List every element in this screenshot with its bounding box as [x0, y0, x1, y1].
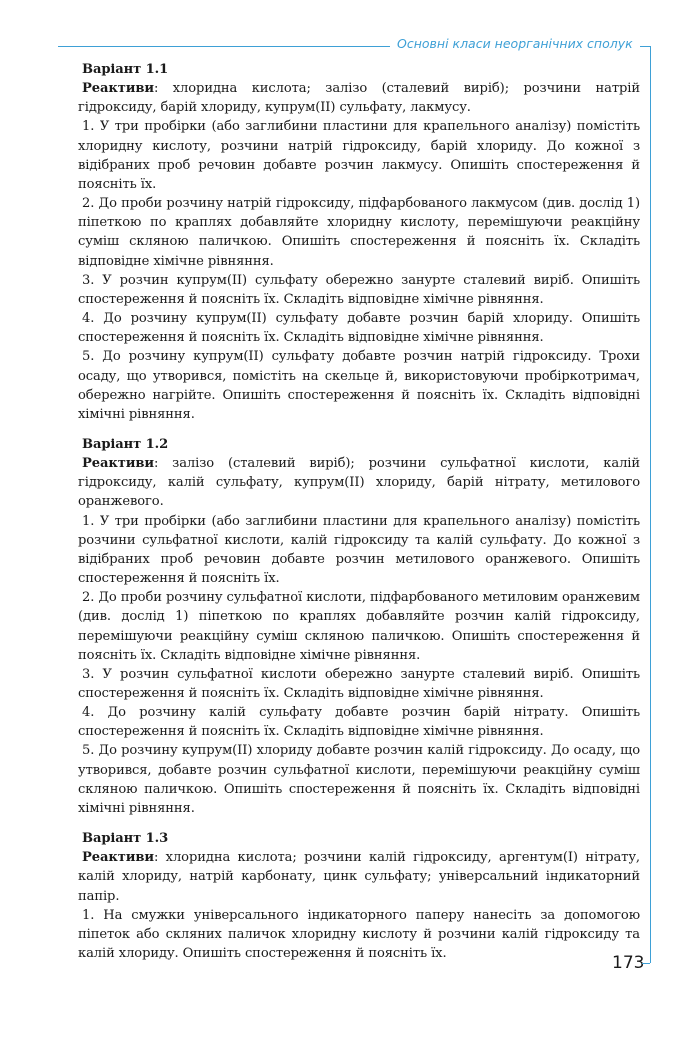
footer-rule-hook [642, 963, 650, 964]
reagents-label: Реактиви [82, 456, 154, 472]
reagents-text: : хлоридна кислота; розчини калій гідроксиду, аргентум(І) нітрату, калій хлориду, натрій карбонату, цинк сульфату; універсальний індикаторний папір. [78, 850, 640, 904]
variant-title: Варіант 1.3 [82, 831, 169, 847]
task-item: 2. До проби розчину натрій гідроксиду, підфарбованого лакмусом (див. дослід 1) піпеткою по краплях добавляйте хлоридну кислоту, перемішуючи реакційну суміш скляною паличкою. Опишіть спостереження й поясніть їх. Складіть відповідне хімічне рівняння. [78, 196, 640, 269]
task-item: 5. До розчину купрум(ІІ) сульфату добавте розчин натрій гідроксиду. Трохи осаду, що утворився, помістіть на скельце й, використовуючи пробіркотримач, обережно нагрійте. Опишіть спостереження й поясніть їх. Складіть відповідні хімічні рівняння. [78, 349, 640, 422]
task-item: 1. На смужки універсального індикаторного паперу нанесіть за допомогою піпеток або скляних паличок хлоридну кислоту й розчини калій гідроксиду та калій хлориду. Опишіть спостереження й поясніть їх. [78, 907, 640, 962]
header-rule [58, 46, 390, 47]
reagents-paragraph [78, 848, 640, 905]
side-rule [650, 46, 651, 963]
variant-section [78, 60, 640, 424]
reagents-label: Реактиви [82, 81, 154, 97]
reagents-text: : хлоридна кислота; залізо (сталевий виріб); розчини натрій гідроксиду, барій хлориду, купрум(ІІ) сульфату, лакмусу. [78, 81, 640, 116]
page-body [78, 60, 640, 974]
task-item: 1. У три пробірки (або заглибини пластини для крапельного аналізу) помістіть розчини сульфатної кислоти, калій гідроксиду та калій сульфату. До кожної з відібраних проб речовин добавте розчин метилового оранжевого. Опишіть спостереження й поясніть їх. [78, 513, 640, 587]
reagents-paragraph [78, 79, 640, 117]
task-item: 2. До проби розчину сульфатної кислоти, підфарбованого метиловим оранжевим (див. дослід 1) піпеткою по краплях добавляйте розчин калій гідроксиду, перемішуючи реакційну суміш скляною паличкою. Опишіть спостереження й поясніть їх. Складіть відповідне хімічне рівняння. [78, 590, 640, 663]
task-item: 3. У розчин купрум(ІІ) сульфату обережно занурте сталевий виріб. Опишіть спостереження й поясніть їх. Складіть відповідне хімічне рівняння. [78, 272, 640, 307]
variant-title: Варіант 1.1 [82, 62, 169, 77]
page-number: 173 [612, 953, 645, 973]
variant-section [78, 829, 640, 963]
task-item: 4. До розчину купрум(ІІ) сульфату добавте розчин барій хлориду. Опишіть спостереження й поясніть їх. Складіть відповідне хімічне рівняння. [78, 311, 640, 346]
task-item: 4. До розчину калій сульфату добавте розчин барій нітрату. Опишіть спостереження й поясніть їх. Складіть відповідне хімічне рівняння. [78, 705, 640, 740]
header-rule-hook [640, 46, 650, 47]
task-item: 3. У розчин сульфатної кислоти обережно занурте сталевий виріб. Опишіть спостереження й поясніть їх. Складіть відповідне хімічне рівняння. [78, 666, 640, 701]
running-header: Основні класи неорганічних сполук [397, 36, 633, 51]
task-item: 1. У три пробірки (або заглибини пластини для крапельного аналізу) помістіть хлоридну кислоту, розчини натрій гідроксиду, барій хлориду. До кожної з відібраних проб речовин добавте розчин лакмусу. Опишіть спостереження й поясніть їх. [78, 119, 640, 192]
reagents-text: : залізо (сталевий виріб); розчини сульфатної кислоти, калій гідроксиду, калій сульфату, купрум(ІІ) хлориду, барій нітрату, метилового оранжевого. [78, 456, 640, 510]
variant-title: Варіант 1.2 [82, 436, 169, 452]
variant-section [78, 435, 640, 818]
task-item: 5. До розчину купрум(ІІ) хлориду добавте розчин калій гідроксиду. До осаду, що утворився, добавте розчин сульфатної кислоти, перемішуючи реакційну суміш скляною паличкою. Опишіть спостереження й поясніть їх. Складіть відповідні хімічні рівняння. [78, 743, 640, 816]
reagents-paragraph [78, 454, 640, 511]
reagents-label: Реактиви [82, 850, 154, 866]
